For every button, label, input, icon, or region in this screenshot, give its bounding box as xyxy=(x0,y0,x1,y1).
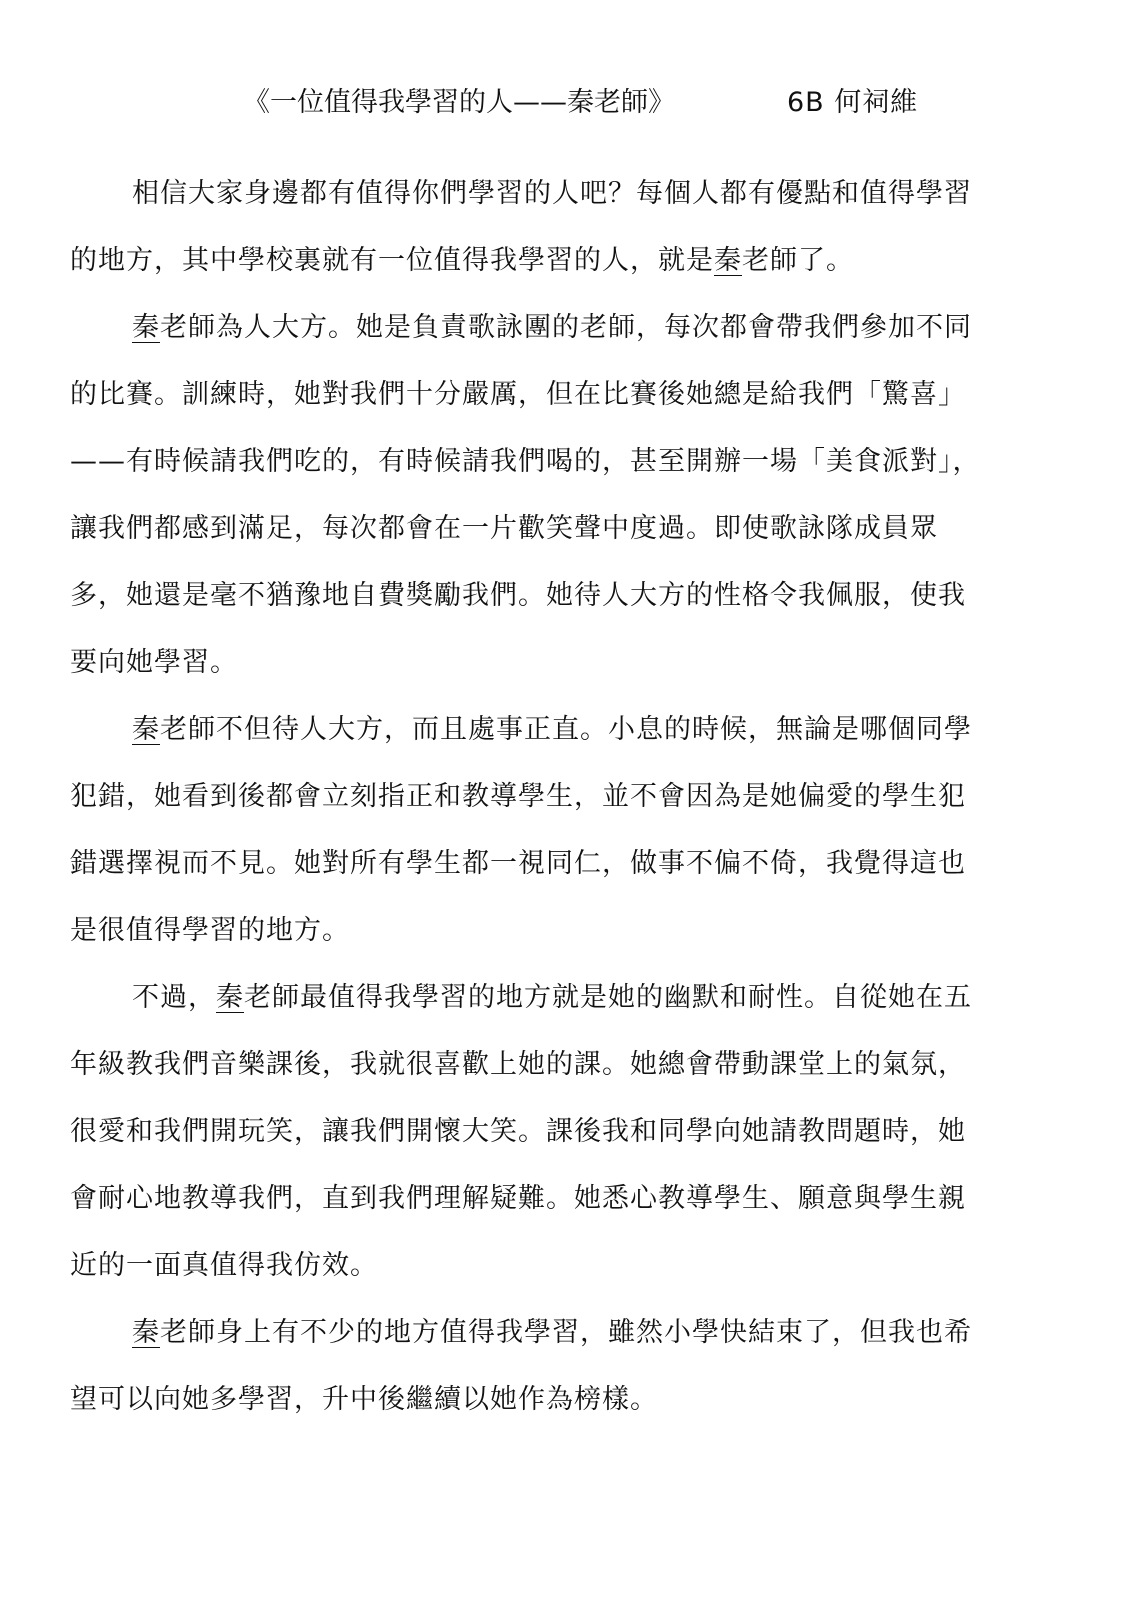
line-text: 犯錯，她看到後都會立刻指正和教導學生，並不會因為是她偏愛的學生犯 xyxy=(70,781,966,812)
line-text: ——有時候請我們吃的，有時候請我們喝的，甚至開辦一場「美食派對」， xyxy=(70,446,981,477)
paragraph xyxy=(70,160,1050,294)
paragraph xyxy=(70,964,1050,1299)
text-line xyxy=(70,629,1050,696)
text-line xyxy=(70,1299,1050,1366)
text-line xyxy=(70,1232,1050,1299)
line-text: 望可以向她多學習，升中後繼續以她作為榜樣。 xyxy=(70,1384,658,1415)
line-text: 會耐心地教導我們，直到我們理解疑難。她悉心教導學生、願意與學生親 xyxy=(70,1183,966,1214)
line-text: 多，她還是毫不猶豫地自費獎勵我們。她待人大方的性格令我佩服，使我 xyxy=(70,580,966,611)
line-text: 年級教我們音樂課後，我就很喜歡上她的課。她總會帶動課堂上的氣氛， xyxy=(70,1049,966,1080)
text-line xyxy=(70,897,1050,964)
line-text: 老師為人大方。她是負責歌詠團的老師，每次都會帶我們參加不同 xyxy=(160,312,972,343)
author-class-name: 6B 何祠維 xyxy=(787,87,919,118)
text-line xyxy=(70,763,1050,830)
text-line xyxy=(70,495,1050,562)
proper-name-underlined: 秦 xyxy=(132,1317,160,1348)
line-text: 相信大家身邊都有值得你們學習的人吧？每個人都有優點和值得學習 xyxy=(132,178,972,209)
text-line xyxy=(70,294,1050,361)
text-line xyxy=(70,562,1050,629)
line-text: 近的一面真值得我仿效。 xyxy=(70,1250,378,1281)
proper-name-underlined: 秦 xyxy=(132,714,160,745)
text-line xyxy=(70,428,1050,495)
title-line xyxy=(0,78,1131,128)
text-line xyxy=(70,696,1050,763)
text-line xyxy=(70,160,1050,227)
line-text: 讓我們都感到滿足，每次都會在一片歡笑聲中度過。即使歌詠隊成員眾 xyxy=(70,513,938,544)
line-text: 的比賽。訓練時，她對我們十分嚴厲，但在比賽後她總是給我們「驚喜」 xyxy=(70,379,966,410)
line-text: 是很值得學習的地方。 xyxy=(70,915,350,946)
text-line xyxy=(70,1031,1050,1098)
text-line xyxy=(70,830,1050,897)
proper-name-underlined: 秦 xyxy=(714,245,742,276)
proper-name-underlined: 秦 xyxy=(132,312,160,343)
line-text: 很愛和我們開玩笑，讓我們開懷大笑。課後我和同學向她請教問題時，她 xyxy=(70,1116,966,1147)
line-text-prefix: 不過， xyxy=(132,982,216,1013)
line-text: 錯選擇視而不見。她對所有學生都一視同仁，做事不偏不倚，我覺得這也 xyxy=(70,848,966,879)
line-text: 老師身上有不少的地方值得我學習，雖然小學快結束了，但我也希 xyxy=(160,1317,972,1348)
text-line xyxy=(70,227,1050,294)
line-text: 老師了。 xyxy=(742,245,854,276)
line-text: 要向她學習。 xyxy=(70,647,238,678)
paragraph xyxy=(70,1299,1050,1433)
text-line xyxy=(70,1165,1050,1232)
line-text-prefix: 的地方，其中學校裏就有一位值得我學習的人，就是 xyxy=(70,245,714,276)
text-line xyxy=(70,1366,1050,1433)
line-text: 老師不但待人大方，而且處事正直。小息的時候，無論是哪個同學 xyxy=(160,714,972,745)
essay-title: 《一位值得我學習的人——秦老師》 xyxy=(243,87,675,118)
essay-body xyxy=(70,160,1050,1433)
text-line xyxy=(70,964,1050,1031)
paragraph xyxy=(70,294,1050,696)
proper-name-underlined: 秦 xyxy=(216,982,244,1013)
text-line xyxy=(70,1098,1050,1165)
text-line xyxy=(70,361,1050,428)
paragraph xyxy=(70,696,1050,964)
line-text: 老師最值得我學習的地方就是她的幽默和耐性。自從她在五 xyxy=(244,982,972,1013)
